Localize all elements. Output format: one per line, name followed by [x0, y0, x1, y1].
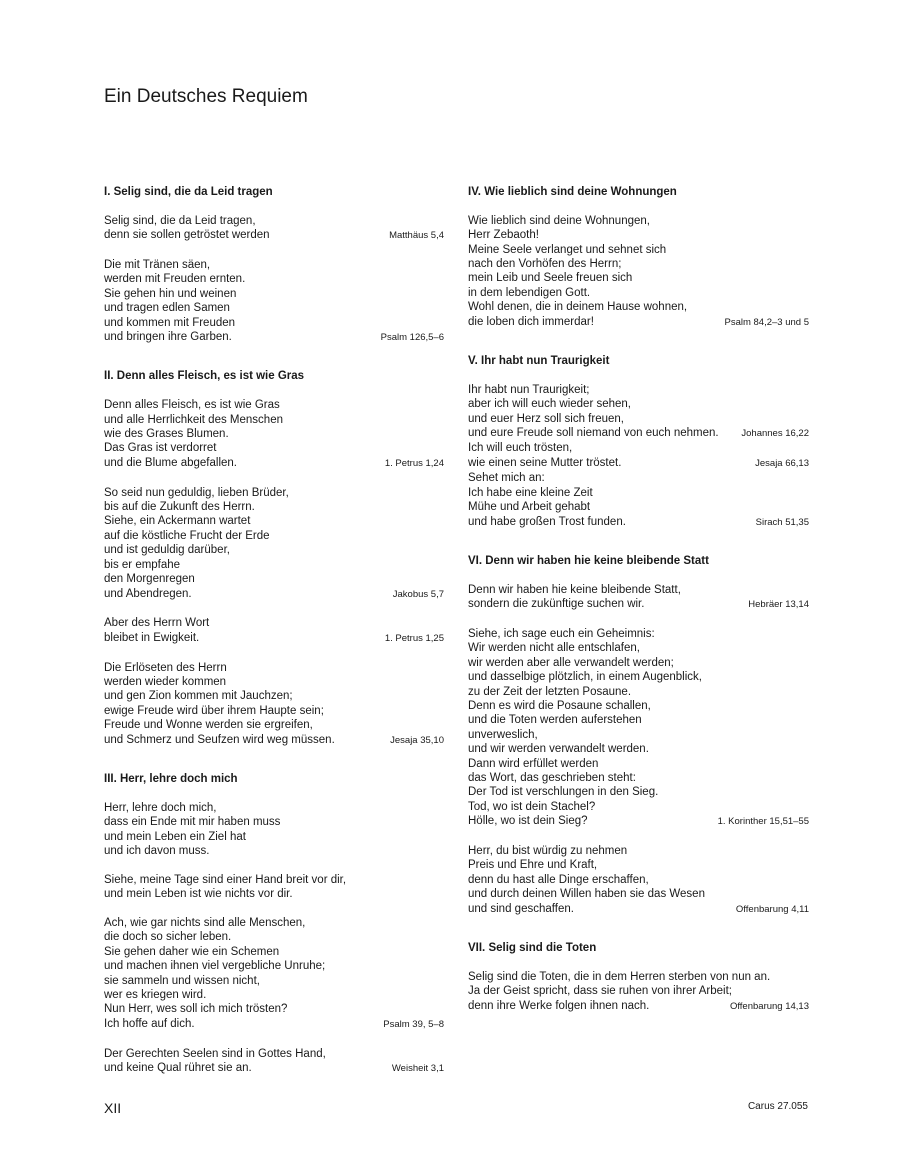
stanza — [104, 1047, 444, 1077]
verse-text: So seid nun geduldig, lieben Brüder, — [104, 486, 289, 499]
verse-text: Denn alles Fleisch, es ist wie Gras — [104, 399, 280, 412]
verse-text: und tragen edlen Samen — [104, 302, 230, 315]
verse-text: und die Toten werden auferstehen — [468, 714, 642, 727]
verse-line — [104, 689, 444, 703]
scripture-reference: Offenbarung 14,13 — [729, 1000, 809, 1012]
scripture-reference: Psalm 84,2–3 und 5 — [724, 316, 809, 328]
verse-line — [468, 641, 809, 655]
verse-text: und eure Freude soll niemand von euch nehmen. — [468, 427, 719, 440]
verse-text: Sie gehen hin und weinen — [104, 287, 237, 300]
verse-line — [104, 330, 444, 345]
verse-line — [104, 1002, 444, 1016]
verse-text: und die Blume abgefallen. — [104, 456, 237, 469]
verse-line — [104, 301, 444, 315]
verse-text: Der Gerechten Seelen sind in Gottes Hand, — [104, 1047, 326, 1060]
verse-line — [468, 286, 809, 300]
stanza — [104, 873, 444, 902]
scripture-reference: 1. Korinther 15,51–55 — [717, 816, 809, 828]
verse-text: Ja der Geist spricht, dass sie ruhen von ihrer Arbeit; — [468, 985, 732, 998]
movement-section — [104, 369, 444, 748]
verse-text: Wir werden nicht alle entschlafen, — [468, 642, 640, 655]
verse-text: wir werden aber alle verwandelt werden; — [468, 656, 674, 669]
stanza — [468, 383, 809, 530]
scripture-reference: Weisheit 3,1 — [391, 1063, 444, 1074]
verse-text: Ihr habt nun Traurigkeit; — [468, 383, 590, 396]
verse-line — [468, 471, 809, 485]
verse-line — [104, 441, 444, 455]
verse-text: Nun Herr, wes soll ich mich trösten? — [104, 1003, 288, 1016]
scripture-reference: Psalm 126,5–6 — [380, 332, 444, 344]
verse-text: und keine Qual rühret sie an. — [104, 1062, 252, 1074]
verse-text: denn du hast alle Dinge erschaffen, — [468, 873, 649, 886]
verse-line — [468, 228, 809, 242]
verse-text: mein Leib und Seele freuen sich — [468, 272, 633, 285]
verse-text: werden mit Freuden ernten. — [104, 273, 246, 286]
page-number: XII — [104, 1100, 122, 1116]
scripture-reference: Jakobus 5,7 — [392, 588, 444, 600]
stanza — [468, 970, 809, 1014]
verse-line — [104, 316, 444, 330]
verse-line — [104, 815, 444, 829]
verse-line — [468, 771, 809, 785]
verse-text: wer es kriegen wird. — [104, 988, 207, 1001]
verse-line — [104, 258, 444, 272]
verse-line — [104, 543, 444, 557]
verse-line — [104, 287, 444, 301]
verse-line — [468, 441, 809, 455]
verse-line — [468, 887, 809, 901]
verse-text: und machen ihnen viel vergebliche Unruhe; — [104, 960, 326, 973]
verse-line — [468, 597, 809, 612]
verse-line — [104, 974, 444, 988]
verse-text: Der Tod ist verschlungen in den Sieg. — [468, 786, 659, 799]
verse-line — [468, 583, 809, 597]
verse-line — [468, 814, 809, 829]
verse-text: und durch deinen Willen haben sie das Wesen — [468, 888, 705, 901]
scripture-reference: 1. Petrus 1,24 — [384, 457, 444, 469]
verse-line — [468, 456, 809, 471]
stanza — [104, 916, 444, 1032]
verse-text: auf die köstliche Frucht der Erde — [104, 529, 270, 542]
verse-text: und bringen ihre Garben. — [104, 331, 232, 344]
verse-text: und wir werden verwandelt werden. — [468, 743, 649, 756]
verse-line — [104, 214, 444, 228]
verse-line — [468, 426, 809, 441]
verse-text: wie des Grases Blumen. — [104, 428, 229, 441]
movement-section — [104, 185, 444, 345]
verse-text: die loben dich immerdar! — [468, 315, 594, 328]
verse-line — [104, 801, 444, 815]
verse-text: Mühe und Arbeit gehabt — [468, 501, 591, 514]
verse-line — [104, 514, 444, 528]
verse-text: und ich davon muss. — [104, 844, 210, 857]
verse-line — [468, 397, 809, 411]
verse-line — [468, 412, 809, 426]
verse-text: Herr, du bist würdig zu nehmen — [468, 844, 628, 857]
verse-line — [468, 486, 809, 500]
verse-text: Siehe, ein Ackermann wartet — [104, 515, 251, 528]
stanza — [104, 398, 444, 471]
movement-heading: VI. Denn wir haben hie keine bleibende Statt — [468, 554, 709, 567]
movement-heading: VII. Selig sind die Toten — [468, 942, 597, 955]
left-column — [104, 185, 444, 1100]
verse-text: Denn es wird die Posaune schallen, — [468, 699, 651, 712]
movement-section — [468, 941, 809, 1014]
stanza — [104, 661, 444, 748]
movement-section — [468, 554, 809, 917]
verse-line — [468, 699, 809, 713]
verse-line — [104, 529, 444, 543]
verse-line — [104, 558, 444, 572]
verse-line — [468, 858, 809, 872]
verse-line — [468, 214, 809, 228]
verse-line — [468, 785, 809, 799]
verse-line — [468, 500, 809, 514]
verse-text: nach den Vorhöfen des Herrn; — [468, 258, 622, 271]
scripture-reference: Jesaja 66,13 — [755, 457, 809, 469]
movement-heading: III. Herr, lehre doch mich — [104, 772, 238, 785]
scripture-reference: Matthäus 5,4 — [389, 230, 444, 242]
stanza — [104, 801, 444, 859]
verse-text: und alle Herrlichkeit des Menschen — [104, 413, 283, 426]
verse-text: bis er empfahe — [104, 558, 181, 571]
scripture-reference: Hebräer 13,14 — [748, 599, 809, 611]
verse-line — [468, 902, 809, 917]
verse-line — [468, 685, 809, 699]
verse-line — [104, 228, 444, 243]
stanza — [468, 214, 809, 330]
verse-line — [104, 945, 444, 959]
verse-text: Freude und Wonne werden sie ergreifen, — [104, 719, 313, 732]
stanza — [104, 214, 444, 244]
verse-line — [104, 427, 444, 441]
verse-line — [104, 1017, 444, 1032]
verse-text: Ich will euch trösten, — [468, 442, 573, 455]
verse-line — [104, 844, 444, 858]
verse-text: und sind geschaffen. — [468, 902, 574, 915]
verse-line — [104, 1061, 444, 1076]
verse-text: Ich habe eine kleine Zeit — [468, 486, 593, 499]
verse-text: und ist geduldig darüber, — [104, 544, 230, 557]
movement-section — [468, 354, 809, 530]
scripture-reference: Offenbarung 4,11 — [735, 903, 809, 915]
verse-line — [468, 970, 809, 984]
verse-line — [104, 704, 444, 718]
verse-text: und Schmerz und Seufzen wird weg müssen. — [104, 733, 335, 746]
movement-heading: II. Denn alles Fleisch, es ist wie Gras — [104, 370, 305, 383]
verse-line — [104, 988, 444, 1002]
verse-text: sie sammeln und wissen nicht, — [104, 974, 260, 987]
verse-text: Das Gras ist verdorret — [104, 442, 217, 455]
verse-text: Selig sind, die da Leid tragen, — [104, 214, 256, 227]
verse-line — [468, 656, 809, 670]
verse-text: wie einen seine Mutter tröstet. — [468, 456, 622, 469]
verse-text: in dem lebendigen Gott. — [468, 286, 591, 299]
scripture-reference: Psalm 39, 5–8 — [383, 1018, 444, 1030]
verse-line — [104, 413, 444, 427]
verse-line — [468, 670, 809, 684]
verse-line — [468, 257, 809, 271]
verse-text: Herr, lehre doch mich, — [104, 801, 217, 814]
verse-text: dass ein Ende mit mir haben muss — [104, 816, 281, 829]
verse-line — [104, 675, 444, 689]
verse-line — [104, 1047, 444, 1061]
verse-line — [468, 728, 809, 742]
verse-text: und mein Leben ist wie nichts vor dir. — [104, 888, 293, 901]
movement-heading: I. Selig sind, die da Leid tragen — [104, 186, 273, 198]
verse-text: Denn wir haben hie keine bleibende Statt, — [468, 583, 681, 596]
verse-line — [468, 844, 809, 858]
verse-line — [104, 500, 444, 514]
verse-line — [468, 315, 809, 330]
verse-text: Preis und Ehre und Kraft, — [468, 859, 598, 872]
stanza — [104, 616, 444, 646]
verse-line — [468, 300, 809, 314]
verse-line — [104, 572, 444, 586]
stanza — [468, 583, 809, 613]
verse-line — [468, 383, 809, 397]
verse-line — [104, 930, 444, 944]
verse-text: und dasselbige plötzlich, in einem Augenblick, — [468, 671, 702, 684]
movement-section — [104, 772, 444, 1076]
verse-text: sondern die zukünftige suchen wir. — [468, 598, 645, 611]
verse-line — [104, 661, 444, 675]
verse-text: Ich hoffe auf dich. — [104, 1017, 195, 1030]
movement-heading: V. Ihr habt nun Traurigkeit — [468, 355, 610, 368]
verse-line — [468, 742, 809, 756]
verse-text: Meine Seele verlanget und sehnet sich — [468, 243, 667, 256]
verse-text: Sehet mich an: — [468, 472, 545, 485]
verse-line — [104, 733, 444, 748]
verse-line — [468, 271, 809, 285]
verse-line — [468, 713, 809, 727]
verse-text: und mein Leben ein Ziel hat — [104, 830, 246, 843]
scripture-reference: Sirach 51,35 — [755, 516, 809, 528]
verse-text: das Wort, das geschrieben steht: — [468, 771, 636, 784]
verse-line — [104, 959, 444, 973]
verse-text: werden wieder kommen — [104, 675, 227, 688]
stanza — [104, 486, 444, 602]
verse-text: Die Erlöseten des Herrn — [104, 661, 227, 674]
verse-text: Siehe, ich sage euch ein Geheimnis: — [468, 627, 655, 640]
verse-text: Siehe, meine Tage sind einer Hand breit vor dir, — [104, 873, 347, 886]
verse-text: und habe großen Trost funden. — [468, 515, 626, 528]
verse-line — [468, 515, 809, 530]
verse-text: denn sie sollen getröstet werden — [104, 229, 270, 242]
verse-text: und Abendregen. — [104, 587, 192, 600]
scripture-reference: Jesaja 35,10 — [390, 734, 444, 746]
verse-text: Tod, wo ist dein Stachel? — [468, 800, 596, 813]
movement-section — [468, 185, 809, 330]
verse-line — [104, 916, 444, 930]
verse-text: die doch so sicher leben. — [104, 931, 232, 944]
verse-text: bleibet in Ewigkeit. — [104, 631, 200, 644]
verse-line — [468, 243, 809, 257]
verse-line — [104, 398, 444, 412]
verse-text: Selig sind die Toten, die in dem Herren sterben von nun an. — [468, 970, 771, 983]
right-column — [468, 185, 809, 1038]
stanza — [468, 627, 809, 830]
movement-heading: IV. Wie lieblich sind deine Wohnungen — [468, 186, 677, 198]
verse-text: unverweslich, — [468, 728, 538, 741]
verse-line — [468, 999, 809, 1014]
verse-line — [104, 456, 444, 471]
verse-text: und kommen mit Freuden — [104, 316, 236, 329]
verse-text: den Morgenregen — [104, 573, 195, 586]
catalog-number: Carus 27.055 — [747, 1101, 808, 1112]
verse-line — [468, 873, 809, 887]
verse-text: ewige Freude wird über ihrem Haupte sein; — [104, 704, 324, 717]
scripture-reference: 1. Petrus 1,25 — [384, 632, 444, 644]
verse-line — [104, 873, 444, 887]
verse-line — [104, 587, 444, 602]
verse-text: zu der Zeit der letzten Posaune. — [468, 685, 632, 698]
verse-line — [104, 631, 444, 646]
verse-text: bis auf die Zukunft des Herrn. — [104, 501, 255, 514]
verse-line — [104, 718, 444, 732]
verse-line — [104, 887, 444, 901]
stanza — [104, 258, 444, 345]
verse-text: Herr Zebaoth! — [468, 229, 539, 242]
verse-text: und euer Herz soll sich freuen, — [468, 412, 624, 425]
verse-line — [104, 272, 444, 286]
page-title: Ein Deutsches Requiem — [104, 85, 308, 107]
verse-text: denn ihre Werke folgen ihnen nach. — [468, 999, 650, 1012]
verse-text: und gen Zion kommen mit Jauchzen; — [104, 690, 293, 703]
verse-text: Wie lieblich sind deine Wohnungen, — [468, 214, 650, 227]
verse-text: Ach, wie gar nichts sind alle Menschen, — [104, 916, 306, 929]
verse-line — [104, 486, 444, 500]
verse-line — [468, 984, 809, 998]
verse-text: Wohl denen, die in deinem Hause wohnen, — [468, 301, 688, 314]
verse-line — [468, 627, 809, 641]
verse-text: Sie gehen daher wie ein Schemen — [104, 945, 280, 958]
verse-text: aber ich will euch wieder sehen, — [468, 398, 632, 411]
verse-text: Aber des Herrn Wort — [104, 617, 210, 630]
verse-line — [104, 830, 444, 844]
verse-line — [104, 616, 444, 630]
verse-line — [468, 800, 809, 814]
verse-text: Die mit Tränen säen, — [104, 259, 211, 271]
verse-text: Dann wird erfüllet werden — [468, 757, 599, 770]
scripture-reference: Johannes 16,22 — [741, 428, 809, 440]
stanza — [468, 844, 809, 917]
verse-line — [468, 757, 809, 771]
verse-text: Hölle, wo ist dein Sieg? — [468, 815, 588, 828]
